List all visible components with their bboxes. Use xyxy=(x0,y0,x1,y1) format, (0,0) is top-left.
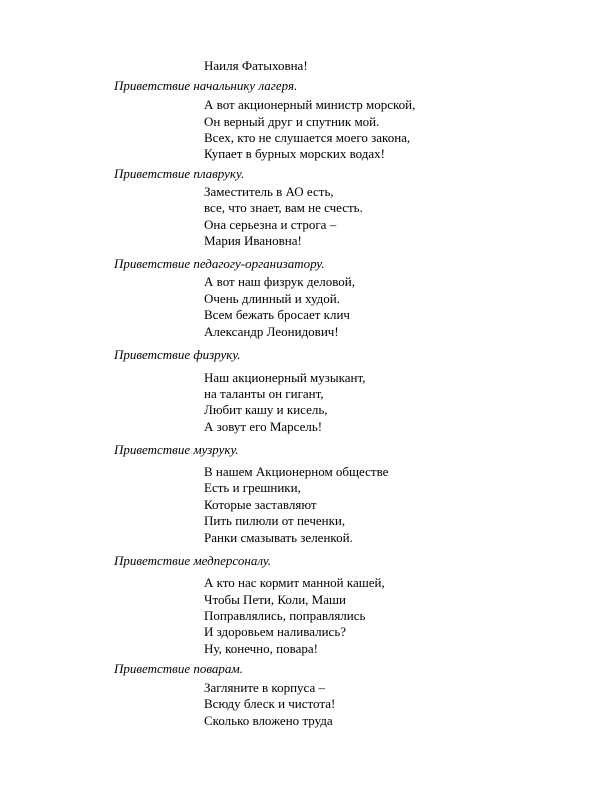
verse-line: Ранки смазывать зеленкой. xyxy=(204,530,353,545)
verse-line: Александр Леонидович! xyxy=(204,324,339,339)
verse-line: Всех, кто не слушается моего закона, xyxy=(204,130,411,145)
section-heading: Приветствие педагогу-организатору. xyxy=(114,256,325,271)
verse-line: Есть и грешники, xyxy=(204,480,301,495)
verse-line: Ну, конечно, повара! xyxy=(204,641,318,656)
verse-line: Купает в бурных морских водах! xyxy=(204,146,385,161)
verse-line: Заместитель в АО есть, xyxy=(204,184,334,199)
verse-line: Очень длинный и худой. xyxy=(204,291,340,306)
section-heading: Приветствие начальнику лагеря. xyxy=(114,78,298,93)
verse-line: А вот наш физрук деловой, xyxy=(204,274,355,289)
section-heading: Приветствие поварам. xyxy=(114,661,243,676)
verse-line: Наш акционерный музыкант, xyxy=(204,370,366,385)
verse-line: Всюду блеск и чистота! xyxy=(204,696,336,711)
verse-line: Она серьезна и строга – xyxy=(204,217,337,232)
section-heading: Приветствие физруку. xyxy=(114,347,241,362)
section-heading: Приветствие медперсоналу. xyxy=(114,553,272,568)
verse-line: все, что знает, вам не счесть. xyxy=(204,200,363,215)
verse-line: А зовут его Марсель! xyxy=(204,419,323,434)
verse-line: Любит кашу и кисель, xyxy=(204,402,328,417)
verse-line: Он верный друг и спутник мой. xyxy=(204,114,380,129)
verse-line: Поправлялись, поправлялись xyxy=(204,608,366,623)
verse-line: Пить пилюли от печенки, xyxy=(204,513,346,528)
verse-line: В нашем Акционерном обществе xyxy=(204,464,389,479)
verse-line: Сколько вложено труда xyxy=(204,713,333,728)
verse-line: Наиля Фатыховна! xyxy=(204,58,308,73)
verse-line: Всем бежать бросает клич xyxy=(204,307,350,322)
section-heading: Приветствие музруку. xyxy=(114,442,239,457)
verse-line: Мария Ивановна! xyxy=(204,233,302,248)
verse-line: на таланты он гигант, xyxy=(204,386,324,401)
verse-line: А вот акционерный министр морской, xyxy=(204,97,416,112)
verse-line: Которые заставляют xyxy=(204,497,317,512)
verse-line: И здоровьем наливались? xyxy=(204,624,347,639)
section-heading: Приветствие плавруку. xyxy=(114,166,245,181)
verse-line: Чтобы Пети, Коли, Маши xyxy=(204,592,346,607)
verse-line: Загляните в корпуса – xyxy=(204,680,325,695)
verse-line: А кто нас кормит манной кашей, xyxy=(204,575,385,590)
